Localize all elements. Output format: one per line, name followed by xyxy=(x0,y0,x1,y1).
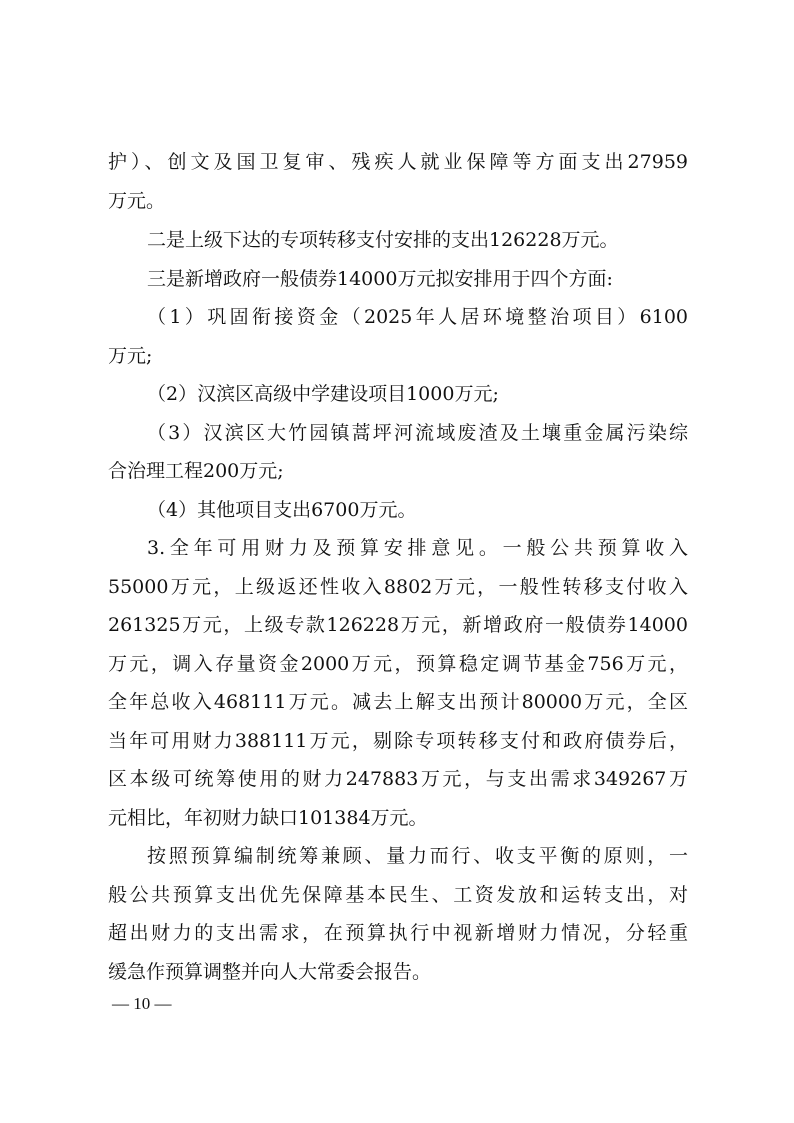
text-line: （2）汉滨区高级中学建设项目1000万元; xyxy=(147,383,499,405)
text-line: 三是新增政府一般债券14000万元拟安排用于四个方面: xyxy=(147,268,613,290)
text-line: 区本级可统筹使用的财力247883万元，与支出需求349267万 xyxy=(108,768,688,790)
text-line: 当年可用财力388111万元，剔除专项转移支付和政府债券后， xyxy=(108,730,688,752)
text-line: 万元; xyxy=(108,345,153,367)
text-line: 55000万元，上级返还性收入8802万元，一般性转移支付收入 xyxy=(108,576,688,598)
text-line: 万元，调入存量资金2000万元，预算稳定调节基金756万元， xyxy=(108,653,688,675)
text-line: 元相比，年初财力缺口101384万元。 xyxy=(108,807,428,829)
text-line: 般公共预算支出优先保障基本民生、工资发放和运转支出，对 xyxy=(108,884,688,906)
text-line: 缓急作预算调整并向人大常委会报告。 xyxy=(108,961,432,983)
text-line: 合治理工程200万元; xyxy=(108,460,284,482)
page-number: — 10 — xyxy=(112,994,172,1013)
text-line: 万元。 xyxy=(108,190,166,212)
text-line: （3）汉滨区大竹园镇蒿坪河流域废渣及土壤重金属污染综 xyxy=(147,422,688,444)
text-line: 按照预算编制统筹兼顾、量力而行、收支平衡的原则，一 xyxy=(147,845,688,867)
text-line: （4）其他项目支出6700万元。 xyxy=(147,499,417,521)
text-line: 261325万元，上级专款126228万元，新增政府一般债券14000 xyxy=(108,614,688,636)
text-line: 3.全年可用财力及预算安排意见。一般公共预算收入 xyxy=(147,537,688,559)
text-line: 二是上级下达的专项转移支付安排的支出126228万元。 xyxy=(147,229,619,251)
text-line: 全年总收入468111万元。减去上解支出预计80000万元，全区 xyxy=(108,691,688,713)
text-line: （1）巩固衔接资金（2025年人居环境整治项目）6100 xyxy=(147,306,688,328)
text-line: 超出财力的支出需求，在预算执行中视新增财力情况，分轻重 xyxy=(108,922,688,944)
text-line: 护）、创文及国卫复审、残疾人就业保障等方面支出27959 xyxy=(108,151,688,173)
